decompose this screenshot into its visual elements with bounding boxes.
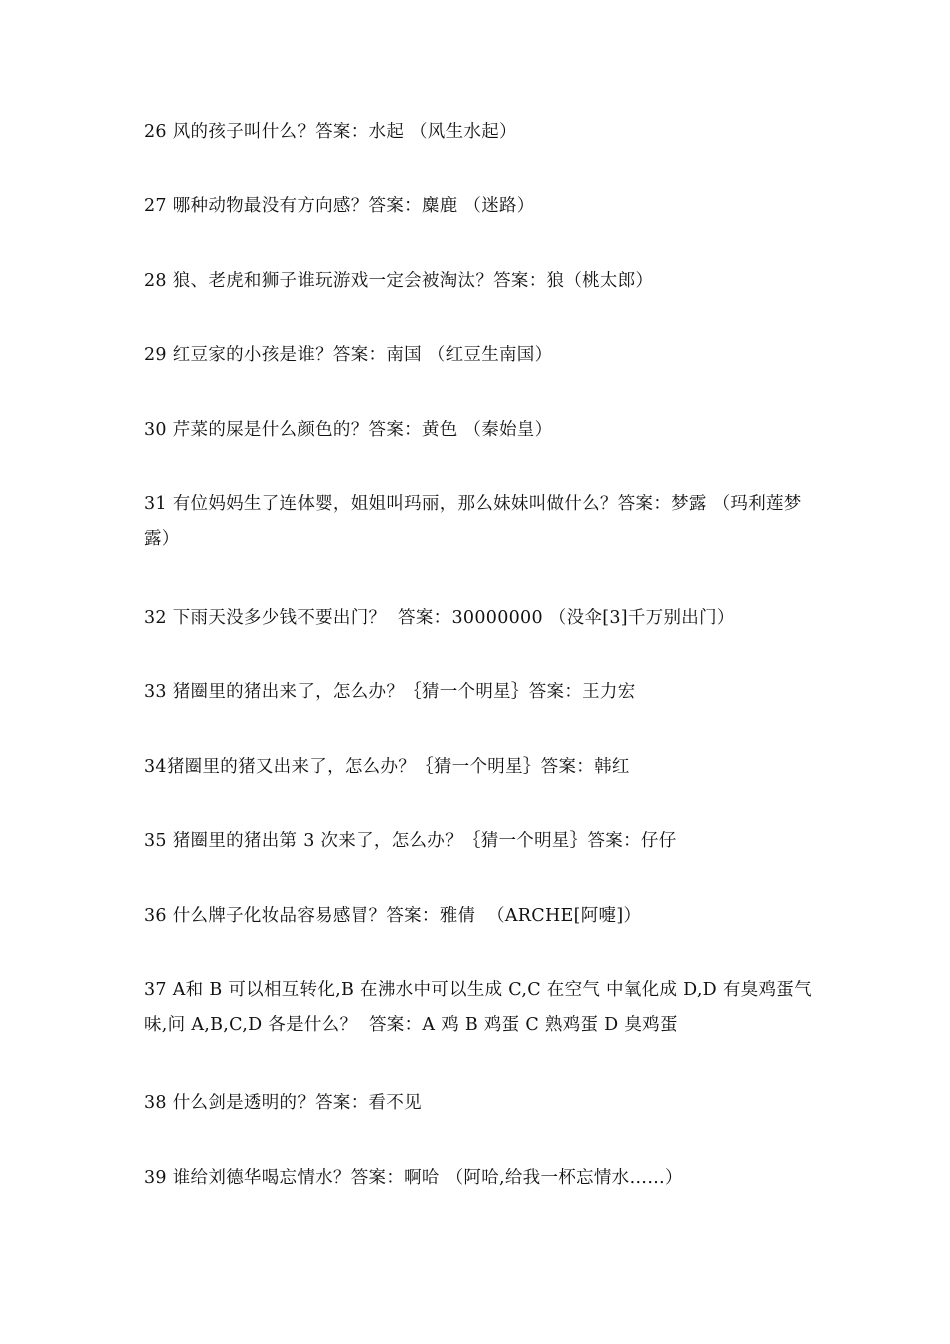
riddle-35: 35 猪圈里的猪出第 3 次来了，怎么办？｛猜一个明星｝答案：仔仔 <box>144 831 677 851</box>
riddle-34: 34猪圈里的猪又出来了，怎么办？｛猜一个明星｝答案：韩红 <box>144 757 630 777</box>
riddle-32: 32 下雨天没多少钱不要出门？ 答案：30000000 （没伞[3]千万别出门） <box>144 608 735 628</box>
riddle-27: 27 哪种动物最没有方向感？答案：麋鹿 （迷路） <box>144 196 535 216</box>
riddle-36: 36 什么牌子化妆品容易感冒？答案：雅倩 （ARCHE[阿嚏]） <box>144 906 642 926</box>
riddle-29: 29 红豆家的小孩是谁？答案：南国 （红豆生南国） <box>144 345 553 365</box>
riddle-28: 28 狼、老虎和狮子谁玩游戏一定会被淘汰？答案：狼（桃太郎） <box>144 271 654 291</box>
riddle-33: 33 猪圈里的猪出来了，怎么办？｛猜一个明星｝答案：王力宏 <box>144 682 636 702</box>
riddle-31: 31 有位妈妈生了连体婴，姐姐叫玛丽，那么妹妹叫做什么？答案：梦露 （玛利莲梦露） <box>144 494 802 549</box>
riddle-38: 38 什么剑是透明的？答案：看不见 <box>144 1093 422 1113</box>
riddle-39: 39 谁给刘德华喝忘情水？答案：啊哈 （阿哈,给我一杯忘情水……） <box>144 1168 683 1188</box>
riddle-37: 37 A和 B 可以相互转化,B 在沸水中可以生成 C,C 在空气 中氧化成 D,D 有臭鸡蛋气味,问 A,B,C,D 各是什么？ 答案：A 鸡 B 鸡蛋 C 熟鸡蛋 D 臭鸡蛋 <box>144 980 812 1035</box>
riddle-30: 30 芹菜的屎是什么颜色的？答案：黄色 （秦始皇） <box>144 420 553 440</box>
riddle-26: 26 风的孩子叫什么？答案：水起 （风生水起） <box>144 122 517 142</box>
